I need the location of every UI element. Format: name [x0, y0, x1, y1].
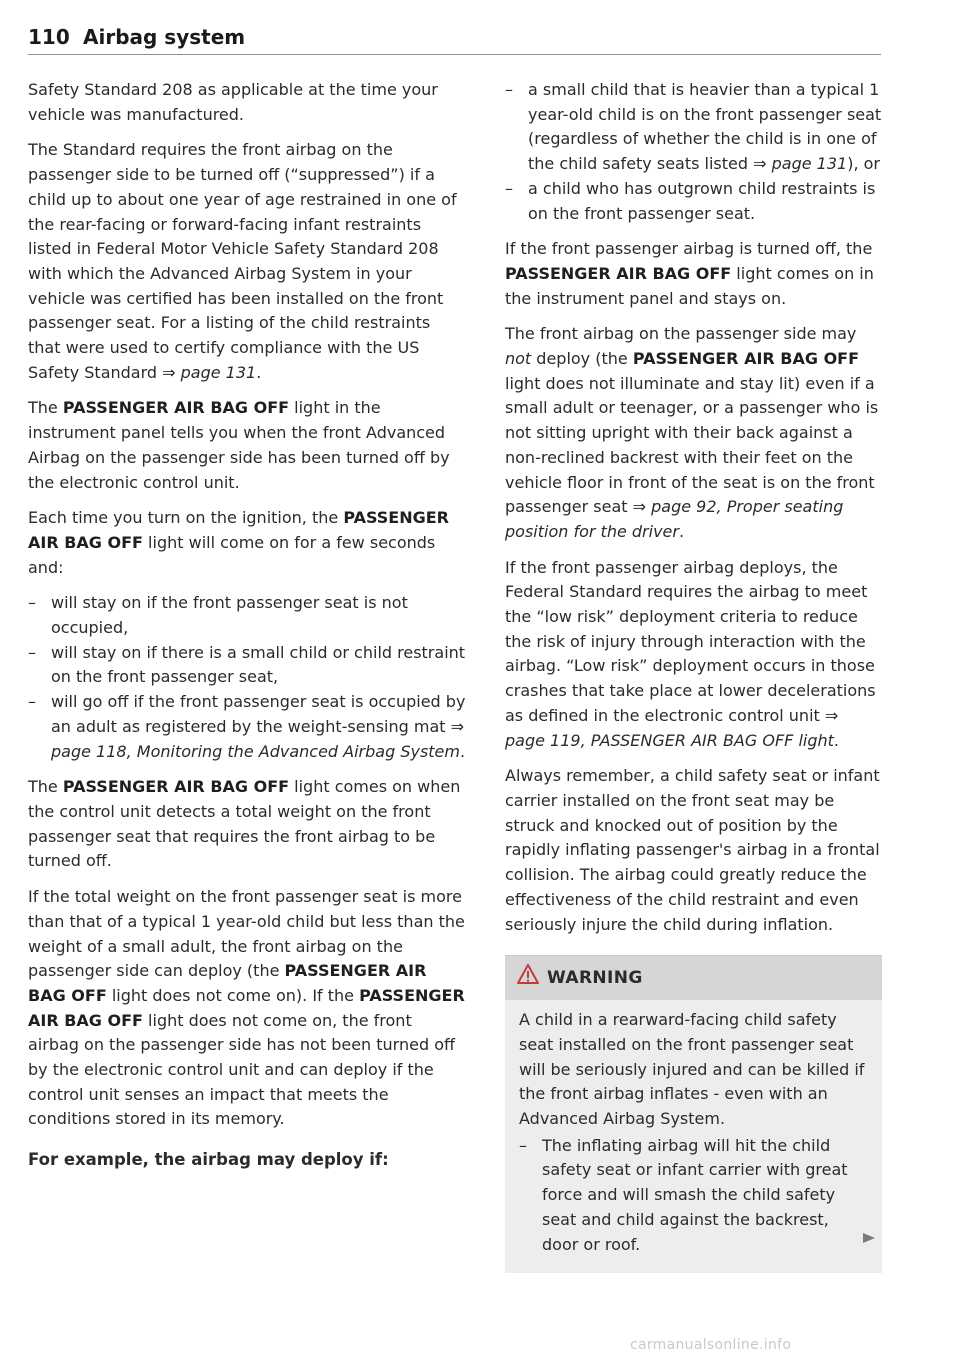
emphasis: not — [505, 349, 532, 369]
indicator-light-name: PASSENGER AIR BAG OFF — [62, 777, 290, 797]
paragraph: The PASSENGER AIR BAG OFF light in the instrument panel tells you when the front Advanced Airbag on the passenger side has been turned off by the electronic control unit. — [28, 398, 450, 492]
warning-text: A child in a rearward-facing child safety seat installed on the front passenger seat will be seriously injured and can be killed if the front airbag inflates - even with an Advanced Airbag System. — [519, 1010, 865, 1129]
paragraph: The Standard requires the front airbag on the passenger side to be turned off (“suppressed”) if a child up to about one year of age restrained in one of the rear-facing or forward-facing infant restraints listed in Federal Motor Vehicle Safety Standard 208 with which the Advanced Airbag System in your vehicle was certified has been installed on the front passenger seat. For a listing of the child restraints that were used to certify compliance with the US Safety Standard ⇒ page 131. — [28, 140, 457, 382]
paragraph: Safety Standard 208 as applicable at the time your vehicle was manufactured. — [28, 80, 438, 124]
page-reference-link[interactable]: ⇒ page 118, Monitoring the Advanced Airbag System — [51, 716, 465, 761]
left-column — [28, 78, 466, 1184]
list-item: – will stay on if the front passenger seat is not occupied, — [28, 591, 466, 640]
page-number: 110 — [28, 25, 70, 49]
continue-arrow-icon — [862, 1227, 876, 1252]
warning-body — [505, 1000, 882, 1257]
page-reference-link[interactable]: ⇒ page 119, PASSENGER AIR BAG OFF light — [505, 705, 839, 750]
right-column — [505, 78, 882, 1273]
warning-header — [505, 956, 882, 1000]
paragraph: Each time you turn on the ignition, the PASSENGER AIR BAG OFF light will come on for a few seconds and: — [28, 508, 449, 577]
warning-triangle-icon — [517, 964, 539, 992]
bullet-list — [28, 591, 466, 764]
list-item: – will stay on if there is a small child or child restraint on the front passenger seat, — [28, 641, 466, 690]
indicator-light-name: PASSENGER AIR BAG OFF — [632, 349, 860, 369]
paragraph: If the front passenger airbag is turned off, the PASSENGER AIR BAG OFF light comes on in the instrument panel and stays on. — [505, 239, 874, 308]
paragraph: If the front passenger airbag deploys, the Federal Standard requires the airbag to meet the “low risk” deployment criteria to reduce the risk of injury through interaction with the airbag. “Low risk” deployment occurs in those crashes that take place at lower decelerations as defined in the electronic control unit ⇒ page 119, PASSENGER AIR BAG OFF light. — [505, 557, 876, 750]
list-item: – a child who has outgrown child restraints is on the front passenger seat. — [505, 177, 882, 226]
indicator-light-name: PASSENGER AIR BAG OFF — [28, 985, 465, 1030]
paragraph: The front airbag on the passenger side may not deploy (the PASSENGER AIR BAG OFF light does not illuminate and stay lit) even if a small adult or teenager, or a passenger who is not sitting upright with their back against a non-reclined backrest with their feet on the vehicle floor in front of the seat is on the front passenger seat ⇒ page 92, Proper seating position for the driver. — [505, 324, 879, 541]
watermark: carmanualsonline.info — [630, 1337, 792, 1353]
page-reference-link[interactable]: ⇒ page 92, Proper seating position for the driver — [505, 497, 844, 541]
page-header — [28, 24, 881, 55]
indicator-light-name: PASSENGER AIR BAG OFF — [28, 508, 449, 552]
page-reference-link[interactable]: ⇒ page 131 — [753, 154, 848, 174]
list-item: – will go off if the front passenger seat is occupied by an adult as registered by the weight-sensing mat ⇒ page 118, Monitoring the Advanced Airbag System. — [28, 690, 466, 764]
indicator-light-name: PASSENGER AIR BAG OFF — [28, 961, 427, 1005]
indicator-light-name: PASSENGER AIR BAG OFF — [62, 398, 290, 418]
paragraph: The PASSENGER AIR BAG OFF light comes on when the control unit detects a total weight on the front passenger seat that requires the front airbag to be turned off. — [28, 777, 461, 871]
bullet-list — [505, 78, 882, 226]
paragraph: If the total weight on the front passenger seat is more than that of a typical 1 year-old child but less than the weight of a small adult, the front airbag on the passenger side can deploy (the PASSENGER AIR BAG OFF light does not come on). If the PASSENGER AIR BAG OFF light does not come on, the front airbag on the passenger side has not been turned off by the electronic control unit and can deploy if the control unit senses an impact that meets the conditions stored in its memory. — [28, 887, 465, 1129]
warning-box — [505, 955, 882, 1273]
list-item: – The inflating airbag will hit the child safety seat or infant carrier with great force and will smash the child safety seat and child against the backrest, door or roof. — [519, 1134, 868, 1258]
list-item: – a small child that is heavier than a typical 1 year-old child is on the front passenger seat (regardless of whether the child is in one of the child safety seats listed ⇒ page 131), or — [505, 78, 882, 177]
paragraph: Always remember, a child safety seat or infant carrier installed on the front seat may be struck and knocked out of position by the rapidly inflating passenger's airbag in a frontal collision. The airbag could greatly reduce the effectiveness of the child restraint and even seriously injure the child during inflation. — [505, 766, 880, 934]
subheading: For example, the airbag may deploy if: — [28, 1150, 389, 1170]
indicator-light-name: PASSENGER AIR BAG OFF — [505, 263, 732, 283]
section-title: Airbag system — [83, 25, 246, 49]
page-reference-link[interactable]: ⇒ page 131 — [162, 362, 257, 382]
warning-title: WARNING — [547, 967, 643, 988]
